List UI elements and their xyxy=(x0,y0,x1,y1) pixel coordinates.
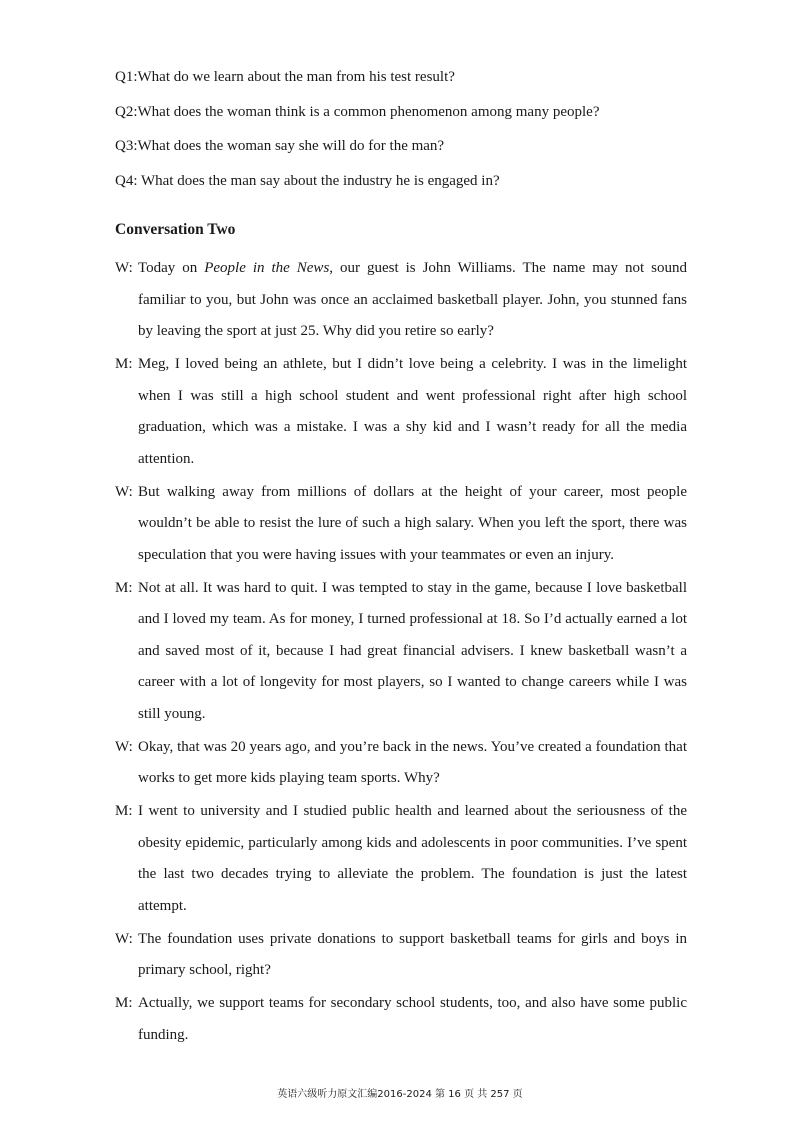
turn-text: The foundation uses private donations to support basketball teams for girls and boys in primary school, right? xyxy=(138,930,687,978)
turn-text: I went to university and I studied public health and learned about the seriousness of the obesity epidemic, particularly among kids and adolescents in poor communities. I’ve spent the last two decades trying to alleviate the problem. The foundation is just the latest attempt. xyxy=(138,803,687,914)
question-4: Q4: What does the man say about the industry he is engaged in? xyxy=(115,172,500,189)
conversation-turn xyxy=(115,477,687,572)
page-footer: 英语六级听力原文汇编2016-2024 第 16 页 共 257 页 xyxy=(277,1089,523,1100)
turn-text-end: , our guest is John Williams. The name may not sound familiar to you, but John was once an acclaimed basketball player. John, you stunned fans by leaving the sport at just 25. Why did you retire so early? xyxy=(138,260,687,339)
turn-text-start: Today on xyxy=(138,260,205,276)
turn-text: But walking away from millions of dollars at the height of your career, most people wouldn’t be able to resist the lure of such a high salary. When you left the sport, there was speculation that you were having issues with your teammates or even an injury. xyxy=(138,483,687,563)
speaker-label: M: xyxy=(115,356,133,372)
speaker-label: W: xyxy=(115,483,133,500)
conversation-turn xyxy=(115,988,687,1051)
turn-text: Meg, I loved being an athlete, but I didn’t love being a celebrity. I was in the limelight when I was still a high school student and went professional right after high school graduation, which was a mistake. I was a shy kid and I wasn’t ready for all the media attention. xyxy=(138,356,687,467)
speaker-label: W: xyxy=(115,738,133,755)
speaker-label: W: xyxy=(115,260,133,276)
question-list xyxy=(115,66,715,204)
turn-text: Okay, that was 20 years ago, and you’re back in the news. You’ve created a foundation that works to get more kids playing team sports. Why? xyxy=(138,738,687,786)
conversation-turn xyxy=(115,924,687,987)
conversation-turn xyxy=(115,349,687,475)
conversation-turn xyxy=(115,253,687,348)
turn-text: Actually, we support teams for secondary school students, too, and also have some public funding. xyxy=(138,995,687,1043)
speaker-label: W: xyxy=(115,930,133,947)
speaker-label: M: xyxy=(115,579,133,596)
speaker-label: M: xyxy=(115,995,133,1011)
speaker-label: M: xyxy=(115,803,133,819)
turn-text: Not at all. It was hard to quit. I was tempted to stay in the game, because I love basketball and I loved my team. As for money, I turned professional at 18. So I’d actually earned a lot and saved most of it, because I had great financial advisers. I knew basketball wasn’t a career with a lot of longevity for most players, so I wanted to change careers while I was still young. xyxy=(138,579,687,722)
program-title: People in the News xyxy=(204,260,330,276)
conversation-turn xyxy=(115,732,687,795)
conversation-transcript xyxy=(115,253,687,1053)
section-title: Conversation Two xyxy=(115,221,236,238)
conversation-turn xyxy=(115,573,687,731)
question-3: Q3:What does the woman say she will do for the man? xyxy=(115,138,445,154)
conversation-turn xyxy=(115,796,687,922)
question-1: Q1:What do we learn about the man from his test result? xyxy=(115,69,455,85)
question-2: Q2:What does the woman think is a common phenomenon among many people? xyxy=(115,103,600,120)
